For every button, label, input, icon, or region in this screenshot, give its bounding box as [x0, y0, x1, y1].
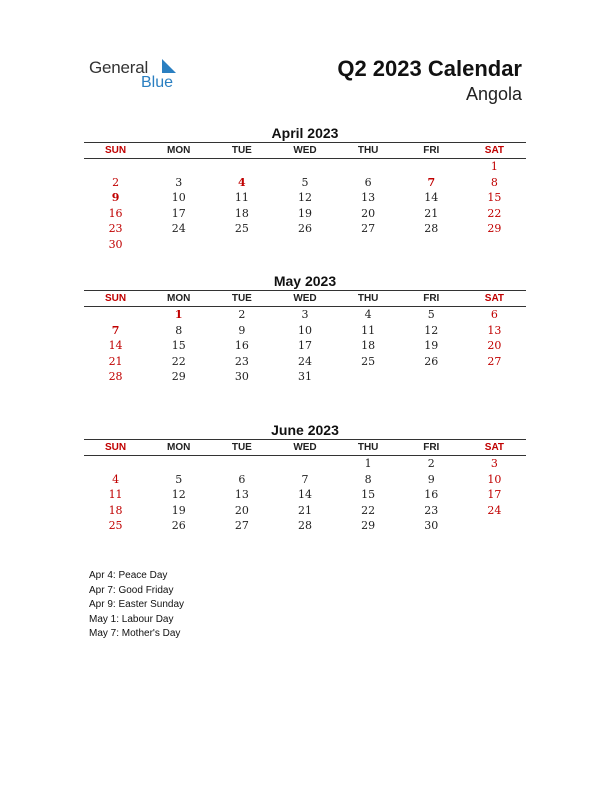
empty-day-cell: [210, 456, 273, 472]
day-cell: 2: [427, 457, 435, 470]
day-cell: 5: [301, 175, 309, 189]
week-row: [84, 338, 526, 354]
day-cell: 15: [487, 191, 502, 205]
week-row: [84, 472, 526, 488]
day-cell: 6: [364, 175, 372, 189]
weekday-label-sat: SAT: [484, 145, 505, 156]
day-cell: 19: [424, 339, 439, 353]
day-cell: 20: [487, 339, 502, 353]
week-row: [84, 221, 526, 237]
day-cell: 2: [238, 308, 246, 321]
weekday-label-sun: SUN: [105, 442, 127, 453]
day-cell: 18: [108, 503, 123, 517]
day-cell: 8: [175, 323, 183, 337]
weekday-label-mon: MON: [167, 442, 191, 453]
weekday-label-thu: THU: [357, 293, 379, 304]
day-cell: 22: [487, 206, 502, 220]
day-cell: 11: [108, 488, 123, 502]
weekday-label-tue: TUE: [231, 145, 252, 156]
day-cell: 30: [424, 519, 439, 533]
day-cell: 4: [112, 472, 120, 486]
day-cell: 10: [171, 191, 186, 205]
day-cell: 24: [171, 222, 186, 236]
day-cell: 23: [108, 222, 123, 236]
day-cell: 11: [234, 191, 249, 205]
day-cell: 19: [297, 206, 312, 220]
day-cell: 7: [427, 175, 436, 189]
day-cell: 8: [364, 472, 372, 486]
day-cell: 26: [424, 354, 439, 368]
day-cell: 27: [487, 354, 502, 368]
month-title: May 2023: [273, 273, 337, 289]
logo-triangle-icon: [162, 59, 176, 73]
day-cell: 9: [111, 191, 120, 205]
day-cell: 16: [234, 339, 249, 353]
day-cell: 30: [234, 370, 249, 384]
weekday-label-sun: SUN: [105, 145, 127, 156]
day-cell: 8: [490, 175, 498, 189]
empty-day-cell: [463, 518, 526, 534]
day-cell: 15: [171, 339, 186, 353]
empty-day-cell: [84, 456, 147, 472]
day-cell: 13: [487, 323, 502, 337]
holiday-list: [89, 569, 184, 642]
day-cell: 17: [297, 339, 312, 353]
generalblue-logo: [89, 56, 189, 92]
day-cell: 29: [361, 519, 376, 533]
weekday-label-thu: THU: [357, 442, 379, 453]
day-cell: 16: [424, 488, 439, 502]
day-cell: 23: [424, 503, 439, 517]
empty-day-cell: [210, 237, 273, 253]
day-cell: 19: [171, 503, 186, 517]
day-cell: 27: [234, 519, 249, 533]
empty-day-cell: [273, 159, 336, 175]
empty-day-cell: [463, 369, 526, 385]
weekday-label-wed: WED: [293, 442, 317, 453]
day-cell: 29: [171, 370, 186, 384]
weekday-header-row: [84, 439, 526, 456]
weeks-grid: [84, 456, 526, 534]
logo-word-general: General: [89, 58, 149, 77]
day-cell: 16: [108, 206, 123, 220]
day-cell: 25: [108, 519, 123, 533]
day-cell: 26: [171, 519, 186, 533]
week-row: [84, 175, 526, 191]
day-cell: 1: [490, 160, 498, 173]
weekday-label-tue: TUE: [231, 293, 252, 304]
day-cell: 20: [361, 206, 376, 220]
day-cell: 24: [297, 354, 312, 368]
day-cell: 25: [234, 222, 249, 236]
day-cell: 13: [361, 191, 376, 205]
empty-day-cell: [210, 159, 273, 175]
weekday-label-sat: SAT: [484, 442, 505, 453]
week-row: [84, 206, 526, 222]
weeks-grid: [84, 159, 526, 253]
weekday-label-sat: SAT: [484, 293, 505, 304]
empty-day-cell: [84, 159, 147, 175]
empty-day-cell: [147, 237, 210, 253]
week-row: [84, 307, 526, 323]
week-row: [84, 518, 526, 534]
holiday-item: Apr 9: Easter Sunday: [89, 599, 185, 610]
day-cell: 30: [108, 237, 123, 251]
month-title: April 2023: [271, 125, 339, 141]
day-cell: 21: [108, 354, 123, 368]
day-cell: 6: [238, 472, 246, 486]
empty-day-cell: [84, 307, 147, 323]
week-row: [84, 503, 526, 519]
day-cell: 18: [234, 206, 249, 220]
day-cell: 27: [361, 222, 376, 236]
day-cell: 14: [108, 339, 123, 353]
holiday-item: Apr 4: Peace Day: [89, 570, 168, 581]
weekday-label-thu: THU: [357, 145, 379, 156]
day-cell: 9: [238, 323, 246, 337]
day-cell: 4: [238, 175, 246, 189]
day-cell: 23: [234, 354, 249, 368]
weekday-label-mon: MON: [167, 293, 191, 304]
empty-day-cell: [147, 159, 210, 175]
holiday-item: May 1: Labour Day: [89, 613, 174, 625]
day-cell: 7: [111, 323, 120, 337]
day-cell: 25: [361, 354, 376, 368]
weekday-label-fri: FRI: [423, 145, 440, 156]
day-cell: 28: [424, 222, 439, 236]
day-cell: 12: [171, 488, 186, 502]
day-cell: 3: [301, 308, 309, 321]
day-cell: 28: [297, 519, 312, 533]
empty-day-cell: [400, 237, 463, 253]
empty-day-cell: [273, 237, 336, 253]
weeks-grid: [84, 307, 526, 385]
day-cell: 5: [427, 308, 435, 321]
day-cell: 6: [490, 308, 498, 321]
day-cell: 14: [424, 191, 439, 205]
day-cell: 24: [487, 503, 502, 517]
month-june: [84, 421, 526, 534]
day-cell: 1: [364, 457, 372, 470]
day-cell: 21: [424, 206, 439, 220]
week-row: [84, 487, 526, 503]
day-cell: 22: [361, 503, 376, 517]
weekday-header-row: [84, 142, 526, 159]
weekday-label-fri: FRI: [423, 293, 440, 304]
day-cell: 7: [301, 472, 309, 486]
week-row: [84, 354, 526, 370]
logo-word-blue: Blue: [141, 74, 174, 91]
day-cell: 4: [364, 308, 372, 321]
empty-day-cell: [400, 369, 463, 385]
day-cell: 26: [297, 222, 312, 236]
day-cell: 11: [361, 323, 376, 337]
day-cell: 22: [171, 354, 186, 368]
day-cell: 28: [108, 370, 123, 384]
month-title: June 2023: [271, 422, 339, 438]
holiday-item: May 7: Mother's Day: [89, 628, 181, 639]
weekday-label-wed: WED: [293, 293, 317, 304]
weekday-header-row: [84, 290, 526, 307]
empty-day-cell: [147, 456, 210, 472]
week-row: [84, 237, 526, 253]
day-cell: 3: [490, 457, 498, 470]
week-row: [84, 323, 526, 339]
month-may: [84, 272, 526, 385]
day-cell: 12: [424, 323, 439, 337]
empty-day-cell: [463, 237, 526, 253]
day-cell: 29: [487, 222, 502, 236]
week-row: [84, 369, 526, 385]
day-cell: 3: [175, 175, 183, 189]
day-cell: 20: [234, 503, 249, 517]
day-cell: 13: [234, 488, 249, 502]
day-cell: 12: [297, 191, 312, 205]
empty-day-cell: [337, 237, 400, 253]
day-cell: 17: [487, 488, 502, 502]
day-cell: 18: [361, 339, 376, 353]
empty-day-cell: [337, 369, 400, 385]
day-cell: 15: [361, 488, 376, 502]
day-cell: 17: [171, 206, 186, 220]
day-cell: 1: [174, 308, 183, 321]
empty-day-cell: [337, 159, 400, 175]
day-cell: 2: [112, 175, 120, 189]
weekday-label-mon: MON: [167, 145, 191, 156]
weekday-label-wed: WED: [293, 145, 317, 156]
day-cell: 21: [297, 503, 312, 517]
empty-day-cell: [400, 159, 463, 175]
day-cell: 5: [175, 472, 183, 486]
week-row: [84, 159, 526, 175]
week-row: [84, 190, 526, 206]
week-row: [84, 456, 526, 472]
month-april: [84, 124, 526, 253]
empty-day-cell: [273, 456, 336, 472]
day-cell: 14: [297, 488, 312, 502]
weekday-label-fri: FRI: [423, 442, 440, 453]
day-cell: 10: [297, 323, 312, 337]
weekday-label-tue: TUE: [231, 442, 252, 453]
holiday-item: Apr 7: Good Friday: [89, 584, 174, 596]
day-cell: 31: [297, 370, 312, 384]
weekday-label-sun: SUN: [105, 293, 127, 304]
country-subtitle: Angola: [465, 84, 522, 104]
day-cell: 10: [487, 472, 502, 486]
page-title: Q2 2023 Calendar: [337, 56, 522, 81]
day-cell: 9: [427, 472, 435, 486]
